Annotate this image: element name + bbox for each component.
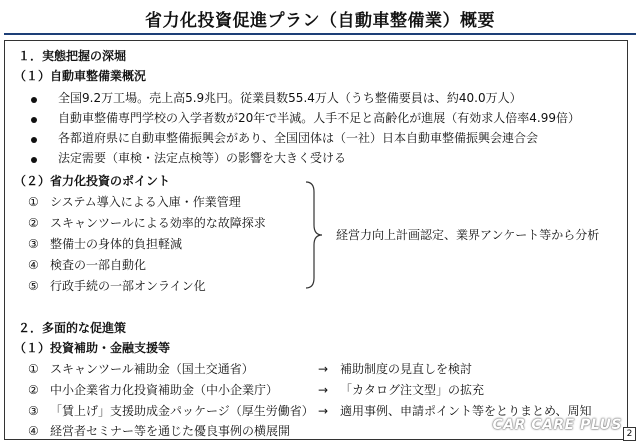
item-number: ④ <box>28 424 39 438</box>
section1-sub2-heading: （２）省力化投資のポイント <box>14 174 171 188</box>
item-number: ④ <box>28 258 39 272</box>
list-item <box>28 382 278 398</box>
arrow-right-icon: → <box>318 383 329 397</box>
list-item <box>28 278 206 294</box>
list-item: 全国9.2万工場。売上高5.9兆円。従業員数55.4万人（うち整備要員は、約40.0万人） <box>58 91 522 105</box>
item-text: 整備士の身体的負担軽減 <box>50 237 183 251</box>
arrow-right-icon: → <box>318 404 329 418</box>
item-text: システム導入による入庫・作業管理 <box>50 195 241 209</box>
list-item <box>28 361 254 377</box>
item-text: 検査の一部自動化 <box>50 258 147 272</box>
bullet-icon <box>31 97 37 103</box>
item-result <box>318 382 484 398</box>
item-number: ② <box>28 216 39 230</box>
list-item: 自動車整備専門学校の入学者数が20年で半減。人手不足と高齢化が進展（有効求人倍率4.99倍） <box>58 111 580 125</box>
item-number: ③ <box>28 237 39 251</box>
item-text: 「賃上げ」支援助成金パッケージ（厚生労働省） <box>50 404 314 418</box>
item-number: ② <box>28 383 39 397</box>
item-number: ⑤ <box>28 279 39 293</box>
page-number: 2 <box>623 427 636 441</box>
list-item <box>28 423 290 439</box>
item-result <box>318 361 472 377</box>
result-text: 補助制度の見直しを検討 <box>340 362 473 376</box>
item-number: ① <box>28 362 39 376</box>
result-text: 「カタログ注文型」の拡充 <box>340 383 485 397</box>
list-item <box>28 236 182 252</box>
item-number: ① <box>28 195 39 209</box>
section1-sub1-heading: （１）自動車整備業概況 <box>14 69 147 83</box>
list-item: 各都道府県に自動車整備振興会があり、全国団体は（一社）日本自動車整備振興会連合会 <box>58 131 539 145</box>
section2-heading: ２．多面的な促進策 <box>18 321 127 335</box>
list-item <box>28 215 266 231</box>
title-divider <box>4 33 636 35</box>
list-item: 法定需要（車検・法定点検等）の影響を大きく受ける <box>58 151 347 165</box>
item-text: 中小企業省力化投資補助金（中小企業庁） <box>50 383 279 397</box>
analysis-note: 経営力向上計画認定、業界アンケート等から分析 <box>336 228 600 242</box>
item-text: スキャンツールによる効率的な故障探求 <box>50 216 266 230</box>
item-text: 行政手続の一部オンライン化 <box>50 279 206 293</box>
page-title: 省力化投資促進プラン（自動車整備業）概要 <box>145 11 495 31</box>
item-number: ③ <box>28 404 39 418</box>
list-item <box>28 257 146 273</box>
section1-heading: １．実態把握の深堀 <box>18 49 127 63</box>
car-care-plus-watermark: CAR CARE PLUS <box>492 417 622 433</box>
item-text: 経営者セミナー等を通じた優良事例の横展開 <box>50 424 291 438</box>
bullet-icon <box>31 117 37 123</box>
list-item <box>28 194 241 210</box>
arrow-right-icon: → <box>318 362 329 376</box>
list-item <box>28 403 314 419</box>
section2-sub1-heading: （１）投資補助・金融支援等 <box>14 341 171 355</box>
result-text: 適用事例、申請ポイント等をとりまとめ、周知 <box>340 404 592 418</box>
bullet-icon <box>31 157 37 163</box>
right-brace-icon <box>304 180 324 290</box>
item-text: スキャンツール補助金（国土交通省） <box>50 362 254 376</box>
bullet-icon <box>31 137 37 143</box>
